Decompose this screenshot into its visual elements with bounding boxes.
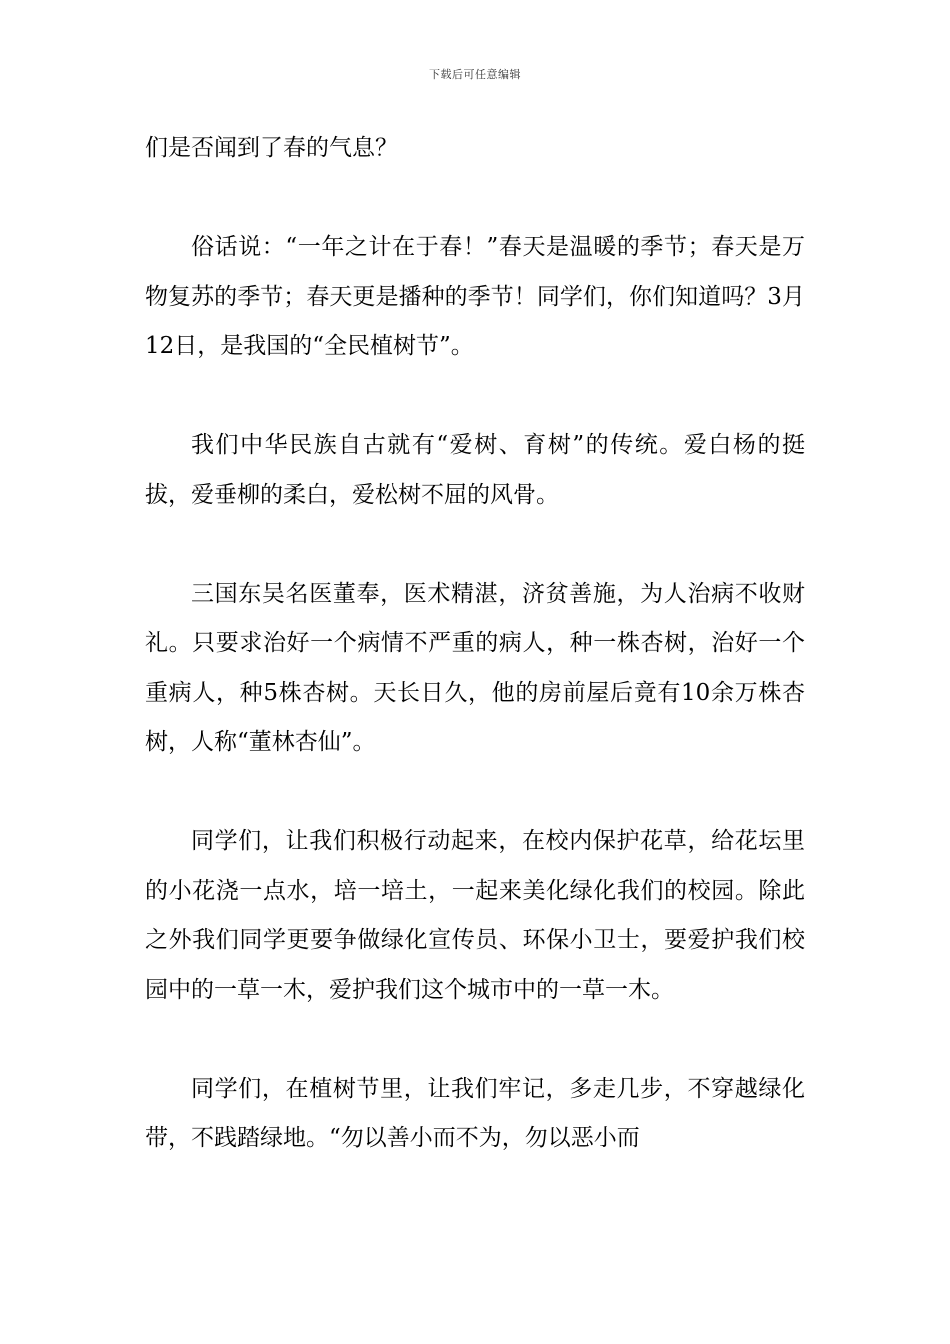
paragraph-continuation: 们是否闻到了春的气息？ [145,135,398,161]
paragraph-call-to-action: 同学们，让我们积极行动起来，在校内保护花草，给花坛里的小花浇一点水，培一培土，一起来美化绿化我们的校园。除此之外我们同学更要争做绿化宣传员、环保小卫士，要爱护我们校园中的一草一木，爱护我们这个城市中的一草一木。 [145,828,805,1003]
paragraph-spring-saying: 俗话说：“一年之计在于春！”春天是温暖的季节；春天是万物复苏的季节；春天更是播种的季节！同学们，你们知道吗？3月12日，是我国的“全民植树节”。 [145,234,805,359]
paragraph-tree-day-reminder: 同学们，在植树节里，让我们牢记，多走几步，不穿越绿化带，不践踏绿地。“勿以善小而不为，勿以恶小而 [145,1075,805,1151]
paragraph-dong-feng-story: 三国东吴名医董奉，医术精湛，济贫善施，为人治病不收财礼。只要求治好一个病情不严重的病人，种一株杏树，治好一个重病人，种5株杏树。天长日久，他的房前屋后竟有10余万株杏树，人称“董林杏仙”。 [145,580,805,755]
page-header: 下载后可任意编辑 [429,68,521,81]
document-body [145,124,805,1213]
paragraph-tree-tradition: 我们中华民族自古就有“爱树、育树”的传统。爱白杨的挺拔，爱垂柳的柔白，爱松树不屈的风骨。 [145,432,805,508]
